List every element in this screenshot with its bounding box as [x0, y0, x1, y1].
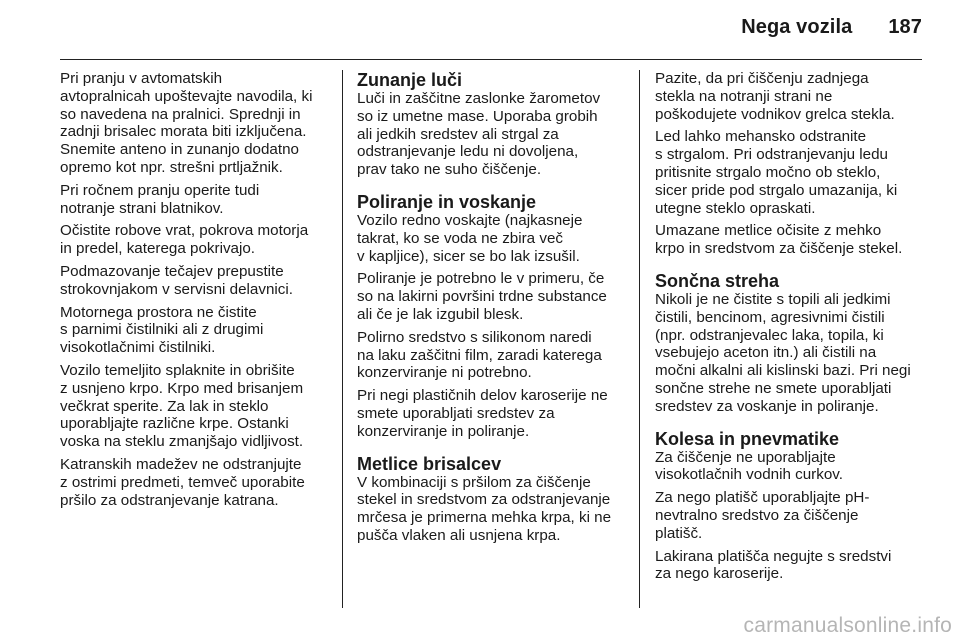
- text-line: notranje strani blatnikov.: [60, 199, 224, 217]
- text-line: s strgalom. Pri odstranjevanju ledu: [655, 146, 888, 164]
- paragraph: [60, 362, 332, 451]
- text-line: sicer pride pod strgalo umazanija, ki: [655, 181, 898, 199]
- text-line: Lakirana platišča negujte s sredstvi: [655, 547, 892, 565]
- text-line: so na lakirni površini trdne substance: [357, 288, 607, 306]
- text-line: v kapljice), sicer se bo lak izsušil.: [357, 247, 580, 265]
- paragraph: [60, 304, 332, 357]
- text-line: konzerviranje in poliranje.: [357, 422, 530, 440]
- text-line: voska na steklu zmanjšajo vidljivost.: [60, 433, 304, 451]
- paragraph: [357, 329, 629, 382]
- text-line: opremo kot npr. strešni prtljažnik.: [60, 158, 283, 176]
- text-line: Led lahko mehansko odstranite: [655, 128, 867, 146]
- text-line: zadnji brisalec morata biti izključena.: [60, 123, 307, 141]
- text-line: odstranjevanje ledu ni dovoljena,: [357, 143, 579, 161]
- text-line: Pri negi plastičnih delov karoserije ne: [357, 387, 608, 405]
- paragraph: [357, 387, 629, 440]
- text-line: prav tako ne suho čiščenje.: [357, 161, 542, 179]
- text-line: Snemite anteno in zunanjo dodatno: [60, 141, 299, 159]
- text-line: z usnjeno krpo. Krpo med brisanjem: [60, 379, 304, 397]
- text-line: z ostrimi predmeti, temveč uporabite: [60, 473, 305, 491]
- text-line: so iz umetne mase. Uporaba grobih: [357, 107, 598, 125]
- text-line: Pri pranju v avtomatskih: [60, 70, 223, 87]
- text-line: sončne strehe ne smete uporabljati: [655, 379, 892, 397]
- header-rule: [60, 59, 922, 60]
- text-line: Umazane metlice očisite z mehko: [655, 222, 882, 240]
- text-line: Vozilo redno voskajte (najkasneje: [357, 211, 583, 229]
- text-line: nevtralno sredstvo za čiščenje: [655, 506, 859, 524]
- heading-wiper-blades: Metlice brisalcev: [357, 453, 502, 474]
- text-line: vsebujejo aceton itn.) ali čistili na: [655, 344, 877, 362]
- text-line: Polirno sredstvo s silikonom naredi: [357, 328, 592, 346]
- text-line: Poliranje je potrebno le v primeru, če: [357, 270, 605, 288]
- text-line: Luči in zaščitne zaslonke žarometov: [357, 90, 601, 107]
- paragraph: [655, 70, 927, 123]
- column-divider-1: [342, 70, 343, 608]
- text-line: stekla na notranji strani ne: [655, 87, 833, 105]
- column-2: [357, 70, 629, 550]
- paragraph: [655, 291, 927, 416]
- text-line: visokotlačnih vodnih curkov.: [655, 466, 843, 484]
- section-title: Nega vozila: [741, 16, 853, 38]
- text-line: utegne steklo opraskati.: [655, 199, 816, 217]
- page-number: 187: [888, 16, 922, 38]
- text-line: uporabljajte različne krpe. Ostanki: [60, 415, 289, 433]
- text-line: strokovnjakom v servisni delavnici.: [60, 280, 293, 298]
- heading-exterior-lights: Zunanje luči: [357, 70, 463, 90]
- paragraph: [357, 270, 629, 323]
- text-line: Nikoli je ne čistite s topili ali jedkimi: [655, 290, 891, 308]
- text-line: konzerviranje ni potrebno.: [357, 364, 532, 382]
- column-divider-2: [639, 70, 640, 608]
- column-3: [655, 70, 927, 588]
- paragraph: [60, 456, 332, 509]
- text-line: Podmazovanje tečajev prepustite: [60, 262, 284, 280]
- paragraph: [60, 70, 332, 177]
- paragraph: [60, 222, 332, 258]
- text-line: Motornega prostora ne čistite: [60, 303, 257, 321]
- paragraph: [655, 128, 927, 217]
- paragraph: [655, 449, 927, 485]
- text-line: s parnimi čistilniki ali z drugimi: [60, 321, 264, 339]
- text-line: Vozilo temeljito splaknite in obrišite: [60, 361, 295, 379]
- heading-polishing-waxing: Poliranje in voskanje: [357, 191, 537, 212]
- paragraph: [60, 263, 332, 299]
- paragraph: [655, 222, 927, 258]
- paragraph: [655, 489, 927, 542]
- paragraph: [655, 548, 927, 584]
- text-line: pritisnite strgalo močno ob steklo,: [655, 163, 881, 181]
- heading-sunroof: Sončna streha: [655, 270, 780, 291]
- text-line: visokotlačnimi čistilniki.: [60, 339, 216, 357]
- page-header: [0, 16, 922, 39]
- text-line: krpo in sredstvom za čiščenje stekel.: [655, 240, 903, 258]
- text-line: ali če je lak izgubil blesk.: [357, 305, 524, 323]
- text-line: Očistite robove vrat, pokrova motorja: [60, 222, 309, 240]
- text-line: smete uporabljati sredstev za: [357, 404, 555, 422]
- text-line: večkrat sperite. Za lak in steklo: [60, 397, 269, 415]
- text-line: za nego karoserije.: [655, 565, 784, 583]
- text-line: V kombinaciji s pršilom za čiščenje: [357, 473, 591, 491]
- paragraph: [60, 182, 332, 218]
- text-line: takrat, ko se voda ne zbira več: [357, 229, 563, 247]
- text-line: ali jedkih sredstev ali strgal za: [357, 125, 559, 143]
- text-line: poškodujete vodnikov grelca stekla.: [655, 105, 895, 123]
- text-line: pušča vlaken ali usnjena krpa.: [357, 526, 561, 544]
- text-line: (npr. odstranjevalec laka, topila, ki: [655, 326, 884, 344]
- text-line: platišč.: [655, 524, 703, 542]
- text-line: in predel, katerega pokrivajo.: [60, 240, 256, 258]
- text-line: sredstev za voskanje in poliranje.: [655, 397, 879, 415]
- text-line: mrčesa je primerna mehka krpa, ki ne: [357, 509, 612, 527]
- text-line: Pri ročnem pranju operite tudi: [60, 181, 260, 199]
- heading-wheels-tyres: Kolesa in pnevmatike: [655, 428, 840, 449]
- text-line: Za nego platišč uporabljajte pH-: [655, 489, 870, 507]
- text-line: Katranskih madežev ne odstranjujte: [60, 455, 302, 473]
- text-line: Za čiščenje ne uporabljajte: [655, 448, 836, 466]
- text-line: avtopralnicah upoštevajte navodila, ki: [60, 87, 313, 105]
- paragraph: [357, 212, 629, 265]
- text-line: čistili, bencinom, agresivnimi čistili: [655, 308, 885, 326]
- text-line: so navedena na pralnici. Sprednji in: [60, 105, 301, 123]
- watermark[interactable]: carmanualsonline.info: [743, 614, 952, 637]
- text-line: stekel in sredstvom za odstranjevanje: [357, 491, 611, 509]
- text-line: pršilo za odstranjevanje katrana.: [60, 491, 279, 509]
- text-line: na laku zaščitni film, zaradi katerega: [357, 346, 602, 364]
- text-line: močni alkalni ali kislinski bazi. Pri negi: [655, 362, 911, 380]
- paragraph: [357, 90, 629, 179]
- text-line: Pazite, da pri čiščenju zadnjega: [655, 70, 869, 87]
- column-1: [60, 70, 332, 514]
- paragraph: [357, 474, 629, 545]
